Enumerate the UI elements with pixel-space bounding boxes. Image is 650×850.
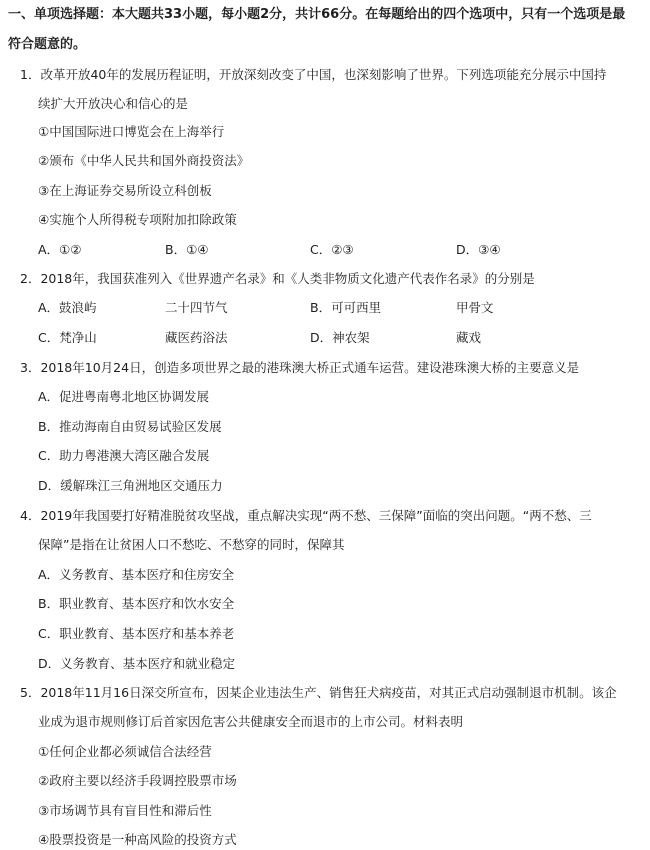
- q1-option-b[interactable]: B．①④: [165, 242, 209, 257]
- q5-statement-4: ④股票投资是一种高风险的投资方式: [38, 832, 237, 847]
- q4-stem-line2: 保障”是指在让贫困人口不愁吃、不愁穿的同时，保障其: [38, 537, 345, 552]
- q5-statement-1: ①任何企业都必须诚信合法经营: [38, 744, 212, 759]
- q4-option-d[interactable]: D．义务教育、基本医疗和就业稳定: [38, 656, 236, 671]
- q1-option-c[interactable]: C．②③: [310, 242, 354, 257]
- q2-option-d-second[interactable]: 藏戏: [456, 330, 482, 345]
- section-header-line1: 一、单项选择题：本大题共33小题，每小题2分，共计66分。在每题给出的四个选项中，只有一个选项是最: [8, 7, 626, 22]
- q1-statement-2: ②颁布《中华人民共和国外商投资法》: [38, 153, 250, 168]
- q5-stem-line2: 业成为退市规则修订后首家因危害公共健康安全而退市的上市公司。材料表明: [38, 714, 464, 729]
- q2-option-d-first[interactable]: D．神农架: [310, 330, 370, 345]
- q5-stem-line1: 5．2018年11月16日深交所宣布，因某企业违法生产、销售狂犬病疫苗，对其正式启动强制退市机制。该企: [20, 685, 617, 700]
- q2-option-b-second[interactable]: 甲骨文: [456, 300, 494, 315]
- q2-option-c-first[interactable]: C．梵净山: [38, 330, 97, 345]
- q3-option-c[interactable]: C．助力粤港澳大湾区融合发展: [38, 448, 210, 463]
- q3-option-b[interactable]: B．推动海南自由贸易试验区发展: [38, 419, 222, 434]
- q1-stem-line1: 1．改革开放40年的发展历程证明，开放深刻改变了中国，也深刻影响了世界。下列选项能充分展示中国持: [20, 67, 607, 82]
- q3-stem-line1: 3．2018年10月24日，创造多项世界之最的港珠澳大桥正式通车运营。建设港珠澳大桥的主要意义是: [20, 360, 580, 375]
- q1-statement-3: ③在上海证券交易所设立科创板: [38, 183, 212, 198]
- q2-option-b-first[interactable]: B．可可西里: [310, 300, 382, 315]
- q5-statement-3: ③市场调节具有盲目性和滞后性: [38, 803, 212, 818]
- q5-statement-2: ②政府主要以经济手段调控股票市场: [38, 773, 237, 788]
- q1-stem-line2: 续扩大开放决心和信心的是: [38, 96, 189, 111]
- q2-stem-line1: 2．2018年，我国获准列入《世界遗产名录》和《人类非物质文化遗产代表作名录》的分别是: [20, 271, 535, 286]
- section-header-line2: 符合题意的。: [8, 37, 87, 52]
- q1-statement-1: ①中国国际进口博览会在上海举行: [38, 124, 225, 139]
- q4-option-a[interactable]: A．义务教育、基本医疗和住房安全: [38, 567, 235, 582]
- q1-option-d[interactable]: D．③④: [456, 242, 501, 257]
- q1-option-a[interactable]: A．①②: [38, 242, 82, 257]
- q1-statement-4: ④实施个人所得税专项附加扣除政策: [38, 212, 237, 227]
- q2-option-c-second[interactable]: 藏医药浴法: [165, 330, 228, 345]
- q2-option-a-second[interactable]: 二十四节气: [165, 300, 228, 315]
- q3-option-d[interactable]: D．缓解珠江三角洲地区交通压力: [38, 478, 223, 493]
- q4-option-b[interactable]: B．职业教育、基本医疗和饮水安全: [38, 596, 235, 611]
- q4-stem-line1: 4．2019年我国要打好精准脱贫攻坚战，重点解决实现“两不愁、三保障”面临的突出问题。“两不愁、三: [20, 508, 592, 523]
- q3-option-a[interactable]: A．促进粤南粤北地区协调发展: [38, 389, 210, 404]
- q2-option-a-first[interactable]: A．鼓浪屿: [38, 300, 97, 315]
- q4-option-c[interactable]: C．职业教育、基本医疗和基本养老: [38, 626, 235, 641]
